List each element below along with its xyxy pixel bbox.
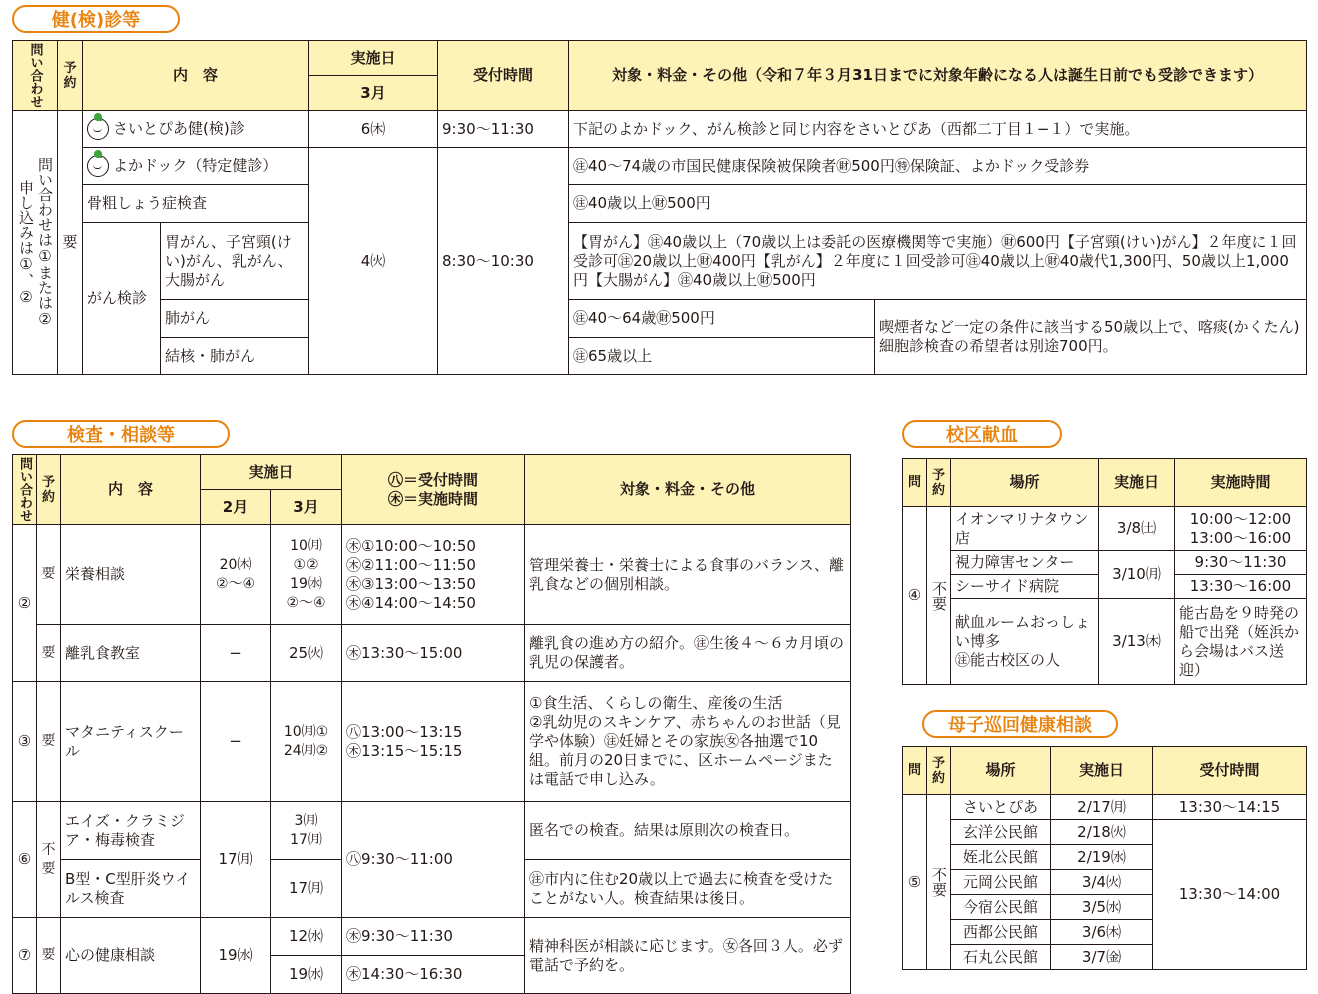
mc-date: 2/19㈬ xyxy=(1051,845,1153,870)
mc-common-time: 13:30〜14:00 xyxy=(1153,820,1307,970)
header-target: 対象・料金・その他 xyxy=(525,455,851,525)
mc-place: 石丸公民館 xyxy=(951,945,1051,970)
nutrition-note: 管理栄養士・栄養士による食事のバランス、離乳食などの個別相談。 xyxy=(525,525,851,625)
mc-date: 2/18㈫ xyxy=(1051,820,1153,845)
stomach-name: 胃がん、子宮頸(けい)がん、乳がん、大腸がん xyxy=(161,223,309,300)
aids-feb: 17㈪ xyxy=(201,802,271,918)
mascot-icon xyxy=(87,155,109,177)
header-time-execution: ㊍＝実施時間 xyxy=(388,489,479,508)
blood-time: 13:30〜16:00 xyxy=(1175,575,1307,599)
header-time: 実施時間 xyxy=(1175,459,1307,507)
weaning-mar: 25㈫ xyxy=(271,625,342,682)
mc-place: 玄洋公民館 xyxy=(951,820,1051,845)
mental-feb: 19㈬ xyxy=(201,918,271,994)
blood-table xyxy=(902,458,1307,685)
weaning-name: 離乳食教室 xyxy=(61,625,201,682)
section-title-blood: 校区献血 xyxy=(902,420,1062,448)
cancer-label: がん検診 xyxy=(83,223,161,375)
header-reserve: 予約 xyxy=(927,747,951,795)
header-date: 実施日 xyxy=(1099,459,1175,507)
aids-note: 匿名での検査。結果は原則次の検査日。 xyxy=(525,802,851,860)
header-reserve: 予約 xyxy=(58,41,83,111)
header-time xyxy=(342,455,525,525)
header-inquiry: 問い合わせ xyxy=(13,41,58,111)
common-time: 8:30〜10:30 xyxy=(438,148,569,375)
nutrition-feb: 20㈭ ②〜④ xyxy=(201,525,271,625)
mascot-icon xyxy=(87,118,109,140)
mc-date: 3/7㈮ xyxy=(1051,945,1153,970)
checkup-table xyxy=(12,40,1307,375)
header-reception: 受付時間 xyxy=(438,41,569,111)
aids-time: ㊇9:30〜11:00 xyxy=(342,802,525,918)
maternity-time: ㊇13:00〜13:15 ㊍13:15〜15:15 xyxy=(342,682,525,802)
header-date: 実施日 xyxy=(1051,747,1153,795)
blood-date: 3/10㈪ xyxy=(1099,551,1175,599)
blood-date: 3/13㈭ xyxy=(1099,599,1175,685)
mental-mar1: 12㈬ xyxy=(271,918,342,956)
bone-name: 骨粗しょう症検査 xyxy=(83,185,309,223)
mc-date: 3/5㈬ xyxy=(1051,895,1153,920)
inquiry-4: ④ xyxy=(903,507,927,685)
mc-place: 元岡公民館 xyxy=(951,870,1051,895)
reserve-none: 不要 xyxy=(927,795,951,970)
header-place: 場所 xyxy=(951,747,1051,795)
saitopia-note: 下記のよかドック、がん検診と同じ内容をさいとぴあ（西都二丁目１−１）で実施。 xyxy=(569,111,1307,148)
mc-date: 3/4㈫ xyxy=(1051,870,1153,895)
header-content: 内 容 xyxy=(61,455,201,525)
reserve: 要 xyxy=(37,682,61,802)
header-inquiry: 問い合わせ xyxy=(13,455,37,525)
weaning-time: ㊍13:30〜15:00 xyxy=(342,625,525,682)
header-content: 内 容 xyxy=(83,41,309,111)
apply-note: 申し込みは①、② xyxy=(17,179,35,306)
weaning-feb: − xyxy=(201,625,271,682)
mental-time2: ㊍14:30〜16:30 xyxy=(342,956,525,994)
yoka-note: ㊟40〜74歳の市国民健康保険被保険者㊖500円㊕保険証、よかドック受診券 xyxy=(569,148,1307,185)
bone-note: ㊟40歳以上㊖500円 xyxy=(569,185,1307,223)
mc-place: 今宿公民館 xyxy=(951,895,1051,920)
blood-place: イオンマリナタウン店 xyxy=(951,507,1099,551)
maternity-name: マタニティスクール xyxy=(61,682,201,802)
saitopia-time: 9:30〜11:30 xyxy=(438,111,569,148)
mc-date: 3/6㈭ xyxy=(1051,920,1153,945)
mental-note: 精神科医が相談に応じます。㊛各回３人。必ず電話で予約を。 xyxy=(525,918,851,994)
lung-name: 肺がん xyxy=(161,300,309,338)
mental-mar2: 19㈬ xyxy=(271,956,342,994)
inquiry-7: ⑦ xyxy=(13,918,37,994)
inquiry-2: ② xyxy=(13,525,37,682)
row-yoka xyxy=(83,148,309,185)
sputum-note: 喫煙者など一定の条件に該当する50歳以上で、喀痰(かくたん)細胞診検査の希望者は別途700円。 xyxy=(875,300,1307,375)
maternity-feb: − xyxy=(201,682,271,802)
header-inquiry: 問 xyxy=(903,747,927,795)
maternity-mar: 10㈪① 24㈪② xyxy=(271,682,342,802)
blood-place: シーサイド病院 xyxy=(951,575,1099,599)
header-date: 実施日 xyxy=(309,41,438,76)
nutrition-name: 栄養相談 xyxy=(61,525,201,625)
header-mar: 3月 xyxy=(271,490,342,525)
blood-place: 視力障害センター xyxy=(951,551,1099,575)
saitopia-date: 6㈭ xyxy=(309,111,438,148)
inquiry-3: ③ xyxy=(13,682,37,802)
blood-date: 3/8㈯ xyxy=(1099,507,1175,551)
aids-name: エイズ・クラミジア・梅毒検査 xyxy=(61,802,201,860)
header-target: 対象・料金・その他（令和７年３月31日までに対象年齢になる人は誕生日前でも受診できます） xyxy=(569,41,1307,111)
header-inquiry: 問 xyxy=(903,459,927,507)
nutrition-mar: 10㈪ ①② 19㈬ ②〜④ xyxy=(271,525,342,625)
reserve: 要 xyxy=(37,525,61,625)
header-reserve: 予約 xyxy=(927,459,951,507)
section-title-tests: 検査・相談等 xyxy=(12,420,230,448)
header-time: 受付時間 xyxy=(1153,747,1307,795)
header-date: 実施日 xyxy=(201,455,342,490)
hepatitis-name: B型・C型肝炎ウイルス検査 xyxy=(61,860,201,918)
saitopia-name: さいとぴあ健(検)診 xyxy=(113,119,245,138)
stomach-note: 【胃がん】㊟40歳以上（70歳以上は委託の医療機関等で実施）㊖600円【子宮頸(けい)がん】２年度に１回受診可㊟20歳以上㊖400円【乳がん】２年度に１回受診可㊟40歳以上㊖40歳代1,300円、50歳以上1,000円【大腸がん】㊟40歳以上㊖500円 xyxy=(569,223,1307,300)
mc-date: 2/17㈪ xyxy=(1051,795,1153,820)
header-month: 3月 xyxy=(309,76,438,111)
inquiry-note: 問い合わせは①または② xyxy=(36,157,54,328)
aids-mar: 3㈪ 17㈪ xyxy=(271,802,342,860)
header-time-reception: ㊇＝受付時間 xyxy=(388,470,479,489)
row-saitopia xyxy=(83,111,309,148)
blood-time: 10:00〜12:00 13:00〜16:00 xyxy=(1175,507,1307,551)
mc-time: 13:30〜14:15 xyxy=(1153,795,1307,820)
blood-time: 9:30〜11:30 xyxy=(1175,551,1307,575)
inquiry-6: ⑥ xyxy=(13,802,37,918)
mc-place: 姪北公民館 xyxy=(951,845,1051,870)
blood-place: 献血ルームおっしょい博多 ㊟能古校区の人 xyxy=(951,599,1099,685)
lung-note: ㊟40〜64歳㊖500円 xyxy=(569,300,875,338)
inquiry-column xyxy=(13,111,58,375)
mc-place: 西都公民館 xyxy=(951,920,1051,945)
mental-time1: ㊍9:30〜11:30 xyxy=(342,918,525,956)
header-feb: 2月 xyxy=(201,490,271,525)
maternity-note: ①食生活、くらしの衛生、産後の生活 ②乳幼児のスキンケア、赤ちゃんのお世話（見学や体験）㊟妊婦とその家族㊛各抽選で10組。前月の20日までに、区ホームページまたは電話で申し込み。 xyxy=(525,682,851,802)
mental-name: 心の健康相談 xyxy=(61,918,201,994)
reserve: 要 xyxy=(37,918,61,994)
section-title-checkups: 健(検)診等 xyxy=(12,5,180,33)
tb-name: 結核・肺がん xyxy=(161,338,309,375)
reserve-required: 要 xyxy=(58,111,83,375)
common-date: 4㈫ xyxy=(309,148,438,375)
hepatitis-note: ㊟市内に住む20歳以上で過去に検査を受けたことがない人。検査結果は後日。 xyxy=(525,860,851,918)
mc-place: さいとぴあ xyxy=(951,795,1051,820)
inquiry-5: ⑤ xyxy=(903,795,927,970)
yoka-name: よかドック（特定健診） xyxy=(113,156,278,175)
weaning-note: 離乳食の進め方の紹介。㊟生後４〜６カ月頃の乳児の保護者。 xyxy=(525,625,851,682)
reserve: 要 xyxy=(37,625,61,682)
reserve-none: 不要 xyxy=(37,802,61,918)
reserve-none: 不要 xyxy=(927,507,951,685)
header-reserve: 予約 xyxy=(37,455,61,525)
tb-note: ㊟65歳以上 xyxy=(569,338,875,375)
section-title-mother-child: 母子巡回健康相談 xyxy=(922,710,1118,738)
blood-time: 能古島を９時発の船で出発（姪浜から会場はバス送迎） xyxy=(1175,599,1307,685)
nutrition-time: ㊍①10:00〜10:50 ㊍②11:00〜11:50 ㊍③13:00〜13:50 ㊍④14:00〜14:50 xyxy=(342,525,525,625)
hepatitis-mar: 17㈪ xyxy=(271,860,342,918)
header-place: 場所 xyxy=(951,459,1099,507)
mother-child-table xyxy=(902,746,1307,970)
tests-table xyxy=(12,454,851,994)
